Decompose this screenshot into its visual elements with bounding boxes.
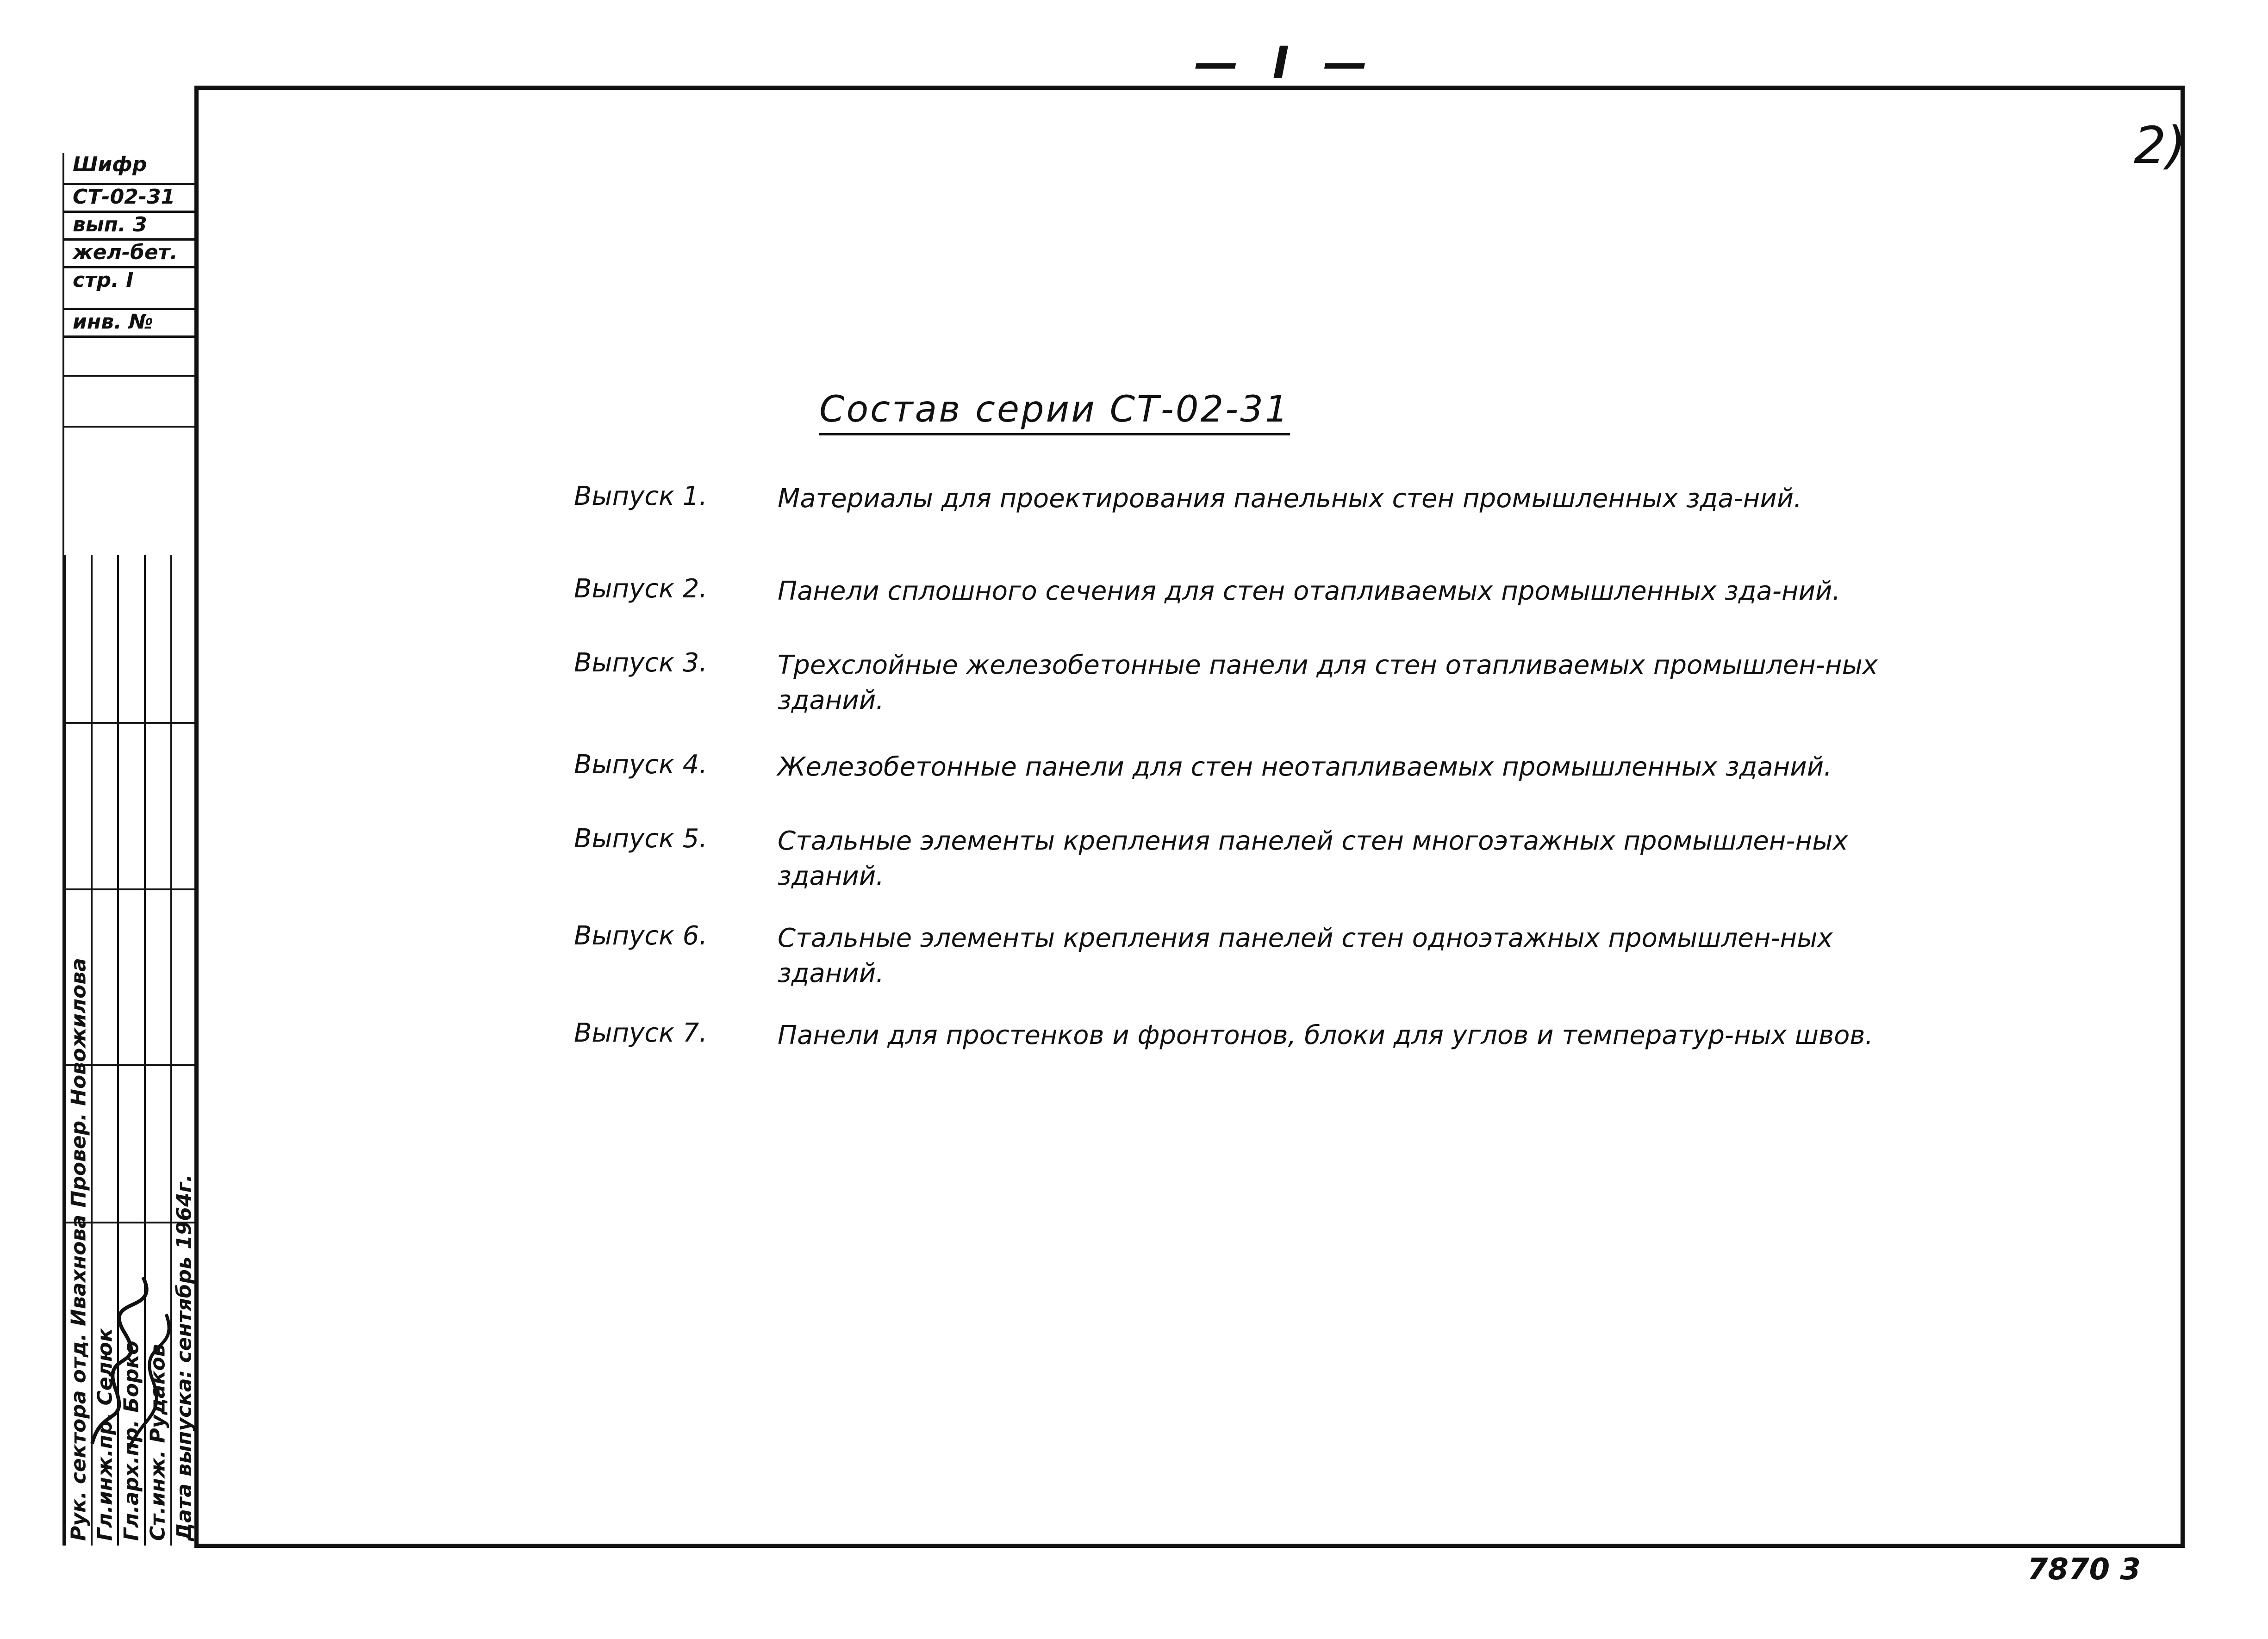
title-block-divider: [64, 426, 199, 428]
issue-description: Трехслойные железобетонные панели для стен отапливаемых промышлен-ных зданий.: [778, 650, 1878, 715]
handwritten-signature: [74, 1249, 194, 1462]
signature-column-text: Гл.арх.пр. Борко: [119, 1341, 143, 1541]
signature-divider: [64, 1064, 199, 1066]
issue-label: Выпуск 3.: [574, 648, 708, 678]
signature-divider: [64, 722, 199, 724]
title-block-divider: [64, 375, 199, 377]
inventory-number: инв. №: [64, 310, 199, 338]
issue-label: Выпуск 6.: [574, 921, 708, 951]
issue-label: Выпуск 7.: [574, 1018, 708, 1048]
cipher-label: Шифр: [64, 153, 199, 185]
issue-number: вып. 3: [64, 213, 199, 241]
signature-divider: [64, 1222, 199, 1223]
document-heading: Состав серии СТ-02-31: [819, 389, 1290, 435]
title-block-header: [64, 153, 199, 560]
issue-label: Выпуск 2.: [574, 574, 708, 604]
issue-description: Материалы для проектирования панельных стен промышленных зда-ний.: [778, 484, 1802, 514]
issue-label: Выпуск 4.: [574, 750, 708, 780]
title-block: [62, 153, 199, 1546]
issue-description: Стальные элементы крепления панелей стен одноэтажных промышлен-ных зданий.: [778, 923, 1833, 988]
issue-label: Выпуск 5.: [574, 824, 708, 854]
page-number: — I —: [1194, 37, 1377, 89]
corner-mark: 2): [2134, 116, 2186, 175]
issue-description: Стальные элементы крепления панелей стен многоэтажных промышлен-ных зданий.: [778, 826, 1848, 891]
signature-column-text: Дата выпуска: сентябрь 1964г.: [172, 1174, 196, 1541]
issue-description: Железобетонные панели для стен неотапливаемых промышленных зданий.: [778, 752, 1832, 782]
issue-label: Выпуск 1.: [574, 481, 708, 511]
signature-section: [64, 555, 199, 1546]
signature-column-text: Рук. сектора отд. Ивахнова Провер. Новожилова: [67, 958, 91, 1541]
signature-column-text: Ст.инж. Рудаков: [146, 1344, 170, 1541]
archive-number: 7870 3: [2027, 1552, 2141, 1587]
signature-column-text: Гл.инж.пр. Селюк: [93, 1328, 117, 1541]
issue-description: Панели для простенков и фронтонов, блоки для углов и температур-ных швов.: [778, 1020, 1874, 1050]
signature-divider: [64, 888, 199, 890]
sheet-number: стр. I: [64, 268, 199, 310]
sheet-frame: [194, 86, 2185, 1548]
series-code: СТ-02-31: [64, 185, 199, 213]
issue-description: Панели сплошного сечения для стен отапливаемых промышленных зда-ний.: [778, 576, 1841, 606]
material-type: жел-бет.: [64, 241, 199, 268]
